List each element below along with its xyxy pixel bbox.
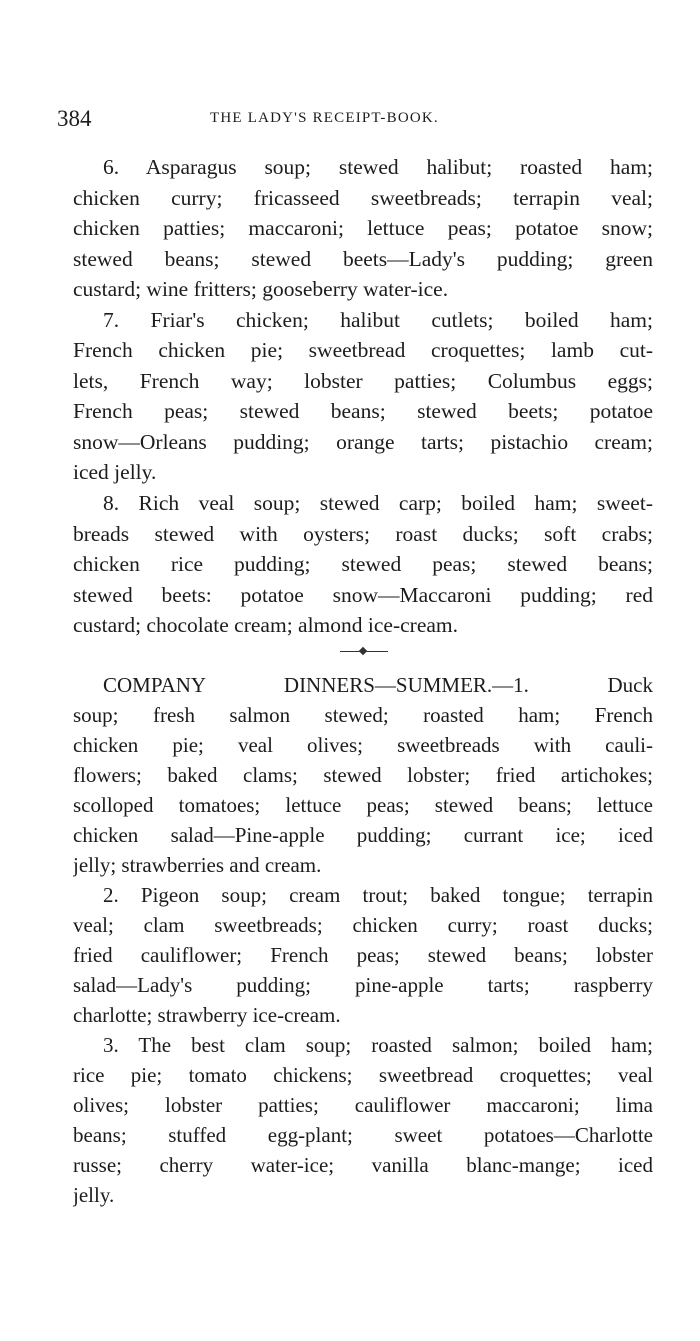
text-line: soup; fresh salmon stewed; roasted ham; French	[73, 703, 653, 727]
menu-paragraph	[73, 488, 653, 641]
text-line: chicken salad—Pine-apple pudding; currant ice; iced	[73, 823, 653, 847]
text-line: custard; chocolate cream; almond ice-cream.	[73, 613, 459, 638]
text-line: 7. Friar's chicken; halibut cutlets; boiled ham;	[103, 307, 653, 332]
menu-section-1	[73, 152, 653, 641]
text-line: chicken rice pudding; stewed peas; stewed beans;	[73, 552, 653, 577]
menu-paragraph	[73, 880, 653, 1030]
text-line: custard; wine fritters; gooseberry water-ice.	[73, 277, 449, 302]
text-line: French peas; stewed beans; stewed beets; potatoe	[73, 399, 653, 424]
text-line: stewed beans; stewed beets—Lady's pudding; green	[73, 246, 653, 271]
text-line: lets, French way; lobster patties; Columbus eggs;	[73, 368, 653, 393]
text-line: 8. Rich veal soup; stewed carp; boiled ham; sweet-	[103, 491, 653, 516]
menu-paragraph	[73, 670, 653, 880]
text-line: scolloped tomatoes; lettuce peas; stewed beans; lettuce	[73, 793, 653, 817]
text-line: chicken pie; veal olives; sweetbreads with cauli-	[73, 733, 653, 757]
text-line: stewed beets: potatoe snow—Maccaroni pudding; red	[73, 582, 653, 607]
text-line: salad—Lady's pudding; pine-apple tarts; raspberry	[73, 973, 653, 997]
text-line: breads stewed with oysters; roast ducks; soft crabs;	[73, 521, 653, 546]
text-line: veal; clam sweetbreads; chicken curry; roast ducks;	[73, 913, 653, 937]
menu-paragraph	[73, 152, 653, 305]
text-line: 2. Pigeon soup; cream trout; baked tongue; terrapin	[103, 883, 653, 907]
running-title: THE LADY'S RECEIPT-BOOK.	[210, 110, 439, 126]
section-divider	[340, 651, 388, 652]
text-line: 3. The best clam soup; roasted salmon; boiled ham;	[103, 1033, 653, 1057]
text-line: chicken patties; maccaroni; lettuce peas; potatoe snow;	[73, 216, 653, 241]
text-line: snow—Orleans pudding; orange tarts; pistachio cream;	[73, 429, 653, 454]
text-line: rice pie; tomato chickens; sweetbread croquettes; veal	[73, 1063, 653, 1087]
company-dinners-summer-section	[73, 670, 653, 1210]
text-line: flowers; baked clams; stewed lobster; fried artichokes;	[73, 763, 653, 787]
menu-paragraph	[73, 305, 653, 488]
text-line: 6. Asparagus soup; stewed halibut; roasted ham;	[103, 155, 653, 179]
text-line: chicken curry; fricasseed sweetbreads; terrapin veal;	[73, 185, 653, 210]
text-line: olives; lobster patties; cauliflower maccaroni; lima	[73, 1093, 653, 1117]
text-line: fried cauliflower; French peas; stewed beans; lobster	[73, 943, 653, 967]
text-line: COMPANY DINNERS—SUMMER.—1. Duck	[103, 673, 653, 697]
page-number: 384	[57, 106, 92, 131]
text-line: beans; stuffed egg-plant; sweet potatoes—Charlotte	[73, 1123, 653, 1147]
text-line: French chicken pie; sweetbread croquettes; lamb cut-	[73, 338, 653, 363]
text-line: iced jelly.	[73, 460, 157, 485]
text-line: jelly; strawberries and cream.	[73, 853, 322, 877]
text-line: charlotte; strawberry ice-cream.	[73, 1003, 341, 1027]
text-line: jelly.	[73, 1183, 115, 1207]
menu-paragraph	[73, 1030, 653, 1210]
text-line: russe; cherry water-ice; vanilla blanc-mange; iced	[73, 1153, 653, 1177]
